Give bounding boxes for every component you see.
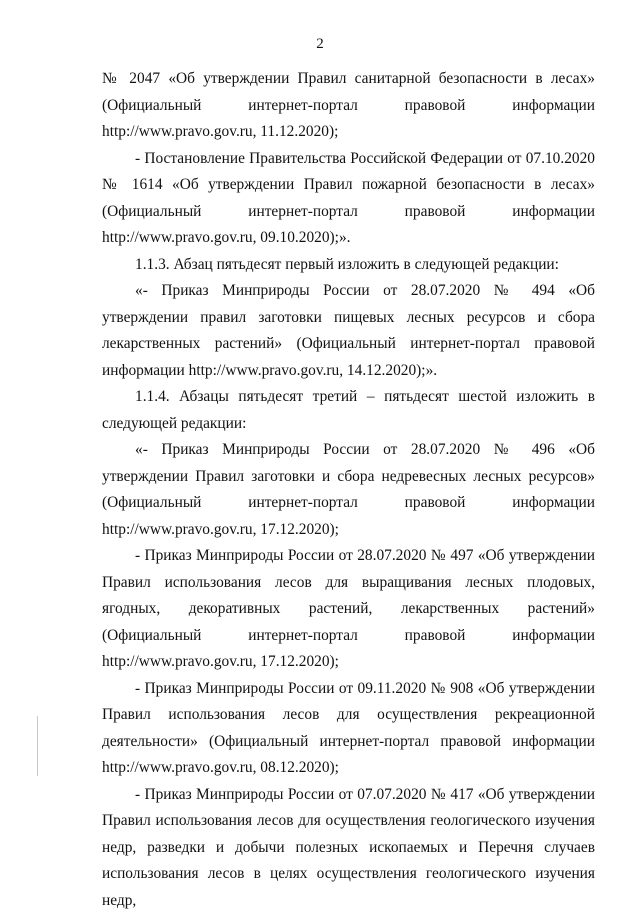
document-body [102, 66, 595, 914]
scan-margin-mark [37, 716, 38, 776]
paragraph-order-417: - Приказ Минприроды России от 07.07.2020 № 417 «Об утверждении Правил использования лесов для осуществления геологического изучения недр, разведки и добычи полезных ископаемых и Перечня случаев использования лесов в целях осуществления геологического изучения недр, [102, 782, 595, 914]
page-number: 2 [0, 36, 640, 53]
paragraph-fire-safety-decree: - Постановление Правительства Российской Федерации от 07.10.2020 № 1614 «Об утверждении Правил пожарной безопасности в лесах» (Официальный интернет-портал правовой информации http://www.pravo.gov.ru, 09.10.2020);». [102, 146, 595, 252]
paragraph-item-1-1-4: 1.1.4. Абзацы пятьдесят третий – пятьдесят шестой изложить в следующей редакции: [102, 384, 595, 437]
paragraph-continuation: № 2047 «Об утверждении Правил санитарной безопасности в лесах» (Официальный интернет-портал правовой информации http://www.pravo.gov.ru, 11.12.2020); [102, 66, 595, 146]
paragraph-order-497: - Приказ Минприроды России от 28.07.2020 № 497 «Об утверждении Правил использования лесов для выращивания лесных плодовых, ягодных, декоративных растений, лекарственных растений» (Официальный интернет-портал правовой информации http://www.pravo.gov.ru, 17.12.2020); [102, 543, 595, 676]
paragraph-order-494: «- Приказ Минприроды России от 28.07.2020 № 494 «Об утверждении правил заготовки пищевых лесных ресурсов и сбора лекарственных растений» (Официальный интернет-портал правовой информации http://www.pravo.gov.ru, 14.12.2020);». [102, 278, 595, 384]
paragraph-item-1-1-3: 1.1.3. Абзац пятьдесят первый изложить в следующей редакции: [102, 252, 595, 279]
paragraph-order-496: «- Приказ Минприроды России от 28.07.2020 № 496 «Об утверждении Правил заготовки и сбора недревесных лесных ресурсов» (Официальный интернет-портал правовой информации http://www.pravo.gov.ru, 17.12.2020); [102, 437, 595, 543]
paragraph-order-908: - Приказ Минприроды России от 09.11.2020 № 908 «Об утверждении Правил использования лесов для осуществления рекреационной деятельности» (Официальный интернет-портал правовой информации http://www.pravo.gov.ru, 08.12.2020); [102, 676, 595, 782]
